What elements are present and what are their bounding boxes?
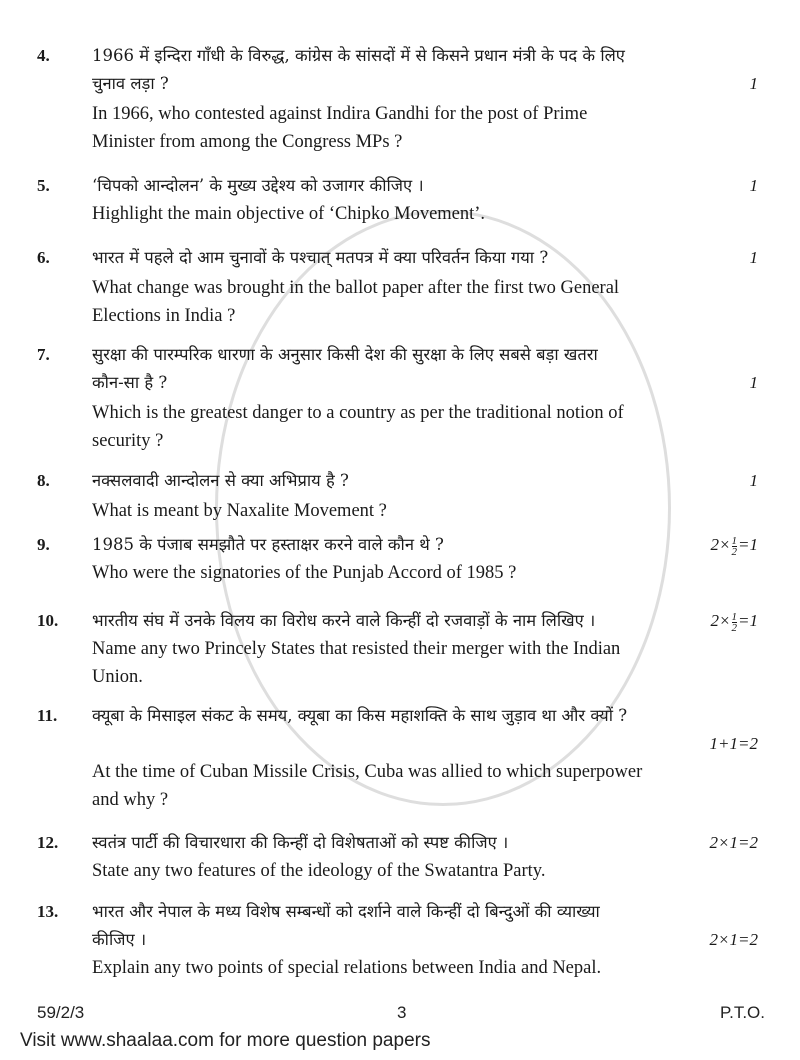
question-english: Which is the greatest danger to a country as per the traditional notion of <box>92 403 624 423</box>
question-english: Who were the signatories of the Punjab Accord of 1985 ? <box>92 563 517 583</box>
question-marks <box>711 531 758 559</box>
question-marks: 1 <box>749 248 758 267</box>
question-marks: 2×1=2 <box>709 833 758 852</box>
question-hindi: ‘चिपको आन्दोलन’ के मुख्य उद्देश्य को उजागर कीजिए । <box>92 176 424 195</box>
question-10 <box>0 607 800 691</box>
question-marks: 1+1=2 <box>709 734 758 753</box>
question-hindi: स्वतंत्र पार्टी की विचारधारा की किन्हीं दो विशेषताओं को स्पष्ट कीजिए । <box>92 833 509 852</box>
question-marks: 1 <box>749 373 758 392</box>
question-hindi: चुनाव लड़ा ? <box>92 74 169 93</box>
question-8 <box>0 467 800 525</box>
question-number: 4. <box>37 46 50 65</box>
question-number: 8. <box>37 471 50 490</box>
question-number: 9. <box>37 535 50 554</box>
paper-code: 59/2/3 <box>37 1003 85 1022</box>
question-list <box>0 42 800 982</box>
question-hindi: सुरक्षा की पारम्परिक धारणा के अनुसार किसी देश की सुरक्षा के लिए सबसे बड़ा खतरा <box>92 345 598 364</box>
question-marks: 1 <box>749 176 758 195</box>
question-english: Union. <box>92 667 143 687</box>
question-number: 6. <box>37 248 50 267</box>
question-9 <box>0 531 800 587</box>
question-hindi: भारत में पहले दो आम चुनावों के पश्चात् मतपत्र में क्या परिवर्तन किया गया ? <box>92 248 549 267</box>
question-5 <box>0 172 800 228</box>
fraction-denominator: 2 <box>731 545 738 558</box>
question-marks <box>711 607 758 635</box>
question-english: Minister from among the Congress MPs ? <box>92 132 403 152</box>
question-english: In 1966, who contested against Indira Gandhi for the post of Prime <box>92 104 588 124</box>
question-english: Explain any two points of special relations between India and Nepal. <box>92 958 602 978</box>
question-hindi: कीजिए । <box>92 930 147 949</box>
question-english: What change was brought in the ballot paper after the first two General <box>92 278 620 298</box>
question-hindi: 1985 के पंजाब समझौते पर हस्ताक्षर करने वाले कौन थे ? <box>92 535 444 554</box>
question-marks: 1 <box>749 74 758 93</box>
marks-suffix: =1 <box>738 611 758 630</box>
question-english: Highlight the main objective of ‘Chipko Movement’. <box>92 204 486 224</box>
question-7 <box>0 341 800 455</box>
question-english: At the time of Cuban Missile Crisis, Cuba was allied to which superpower <box>92 762 643 782</box>
question-4 <box>0 42 800 156</box>
question-marks: 2×1=2 <box>709 930 758 949</box>
question-13 <box>0 898 800 982</box>
page-number: 3 <box>397 1003 407 1022</box>
question-hindi: कौन-सा है ? <box>92 373 168 392</box>
question-number: 11. <box>37 706 58 725</box>
question-english: What is meant by Naxalite Movement ? <box>92 501 387 521</box>
fraction <box>732 612 738 633</box>
question-number: 13. <box>37 902 59 921</box>
question-english: State any two features of the ideology of the Swatantra Party. <box>92 861 546 881</box>
question-number: 12. <box>37 833 59 852</box>
question-6 <box>0 244 800 330</box>
question-hindi: क्यूबा के मिसाइल संकट के समय, क्यूबा का किस महाशक्ति के साथ जुड़ाव था और क्यों ? <box>92 706 628 725</box>
pto-label: P.T.O. <box>719 1003 765 1022</box>
marks-prefix: 2× <box>710 611 731 630</box>
question-number: 5. <box>37 176 50 195</box>
question-english: Name any two Princely States that resisted their merger with the Indian <box>92 639 621 659</box>
marks-prefix: 2× <box>710 535 731 554</box>
question-hindi: नक्सलवादी आन्दोलन से क्या अभिप्राय है ? <box>92 471 349 490</box>
question-english: security ? <box>92 431 164 451</box>
fraction <box>732 536 738 557</box>
question-11 <box>0 702 800 814</box>
question-12 <box>0 829 800 885</box>
question-english: and why ? <box>92 790 169 810</box>
marks-suffix: =1 <box>738 535 758 554</box>
question-hindi: 1966 में इन्दिरा गाँधी के विरुद्ध, कांग्रेस के सांसदों में से किसने प्रधान मंत्री के पद के लिए <box>92 46 625 65</box>
fraction-numerator: 1 <box>731 610 738 623</box>
question-hindi: भारतीय संघ में उनके विलय का विरोध करने वाले किन्हीं दो रजवाड़ों के नाम लिखिए । <box>92 611 596 630</box>
fraction-numerator: 1 <box>731 534 738 547</box>
question-marks: 1 <box>749 471 758 490</box>
visit-link[interactable]: Visit www.shaalaa.com for more question papers <box>20 1030 431 1051</box>
question-english: Elections in India ? <box>92 306 236 326</box>
question-hindi: भारत और नेपाल के मध्य विशेष सम्बन्धों को दर्शाने वाले किन्हीं दो बिन्दुओं की व्याख्या <box>92 902 600 921</box>
question-number: 10. <box>37 611 59 630</box>
fraction-denominator: 2 <box>731 621 738 634</box>
question-number: 7. <box>37 345 50 364</box>
